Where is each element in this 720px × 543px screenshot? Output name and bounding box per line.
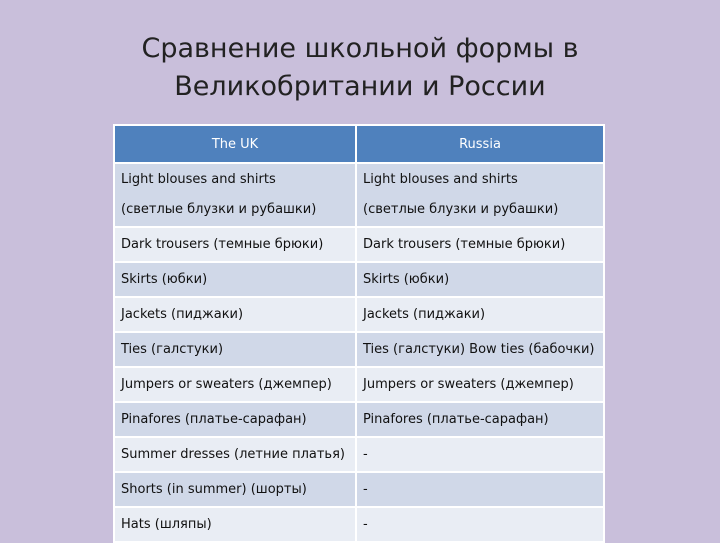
table-row bbox=[114, 332, 604, 367]
cell-text: Light blouses and shirts bbox=[363, 172, 518, 187]
cell-text: Jumpers or sweaters (джемпер) bbox=[121, 377, 332, 392]
table-row bbox=[114, 402, 604, 437]
cell-russia bbox=[356, 367, 604, 402]
cell-text: Shorts (in summer) (шорты) bbox=[121, 482, 307, 497]
cell-text: Ties (галстуки) Bow ties (бабочки) bbox=[363, 342, 595, 357]
slide-title-line-1: Сравнение школьной формы в bbox=[141, 33, 579, 64]
cell-uk bbox=[114, 437, 356, 472]
cell-uk bbox=[114, 262, 356, 297]
table-row bbox=[114, 163, 604, 227]
cell-text: Skirts (юбки) bbox=[363, 272, 450, 287]
table-row bbox=[114, 227, 604, 262]
cell-russia bbox=[356, 262, 604, 297]
cell-russia bbox=[356, 507, 604, 542]
table-row bbox=[114, 437, 604, 472]
cell-text: Dark trousers (темные брюки) bbox=[363, 237, 566, 252]
table-body bbox=[114, 163, 604, 542]
cell-uk bbox=[114, 163, 356, 227]
table-row bbox=[114, 367, 604, 402]
cell-text: (светлые блузки и рубашки) bbox=[121, 202, 317, 217]
cell-uk bbox=[114, 227, 356, 262]
cell-text: Dark trousers (темные брюки) bbox=[121, 237, 324, 252]
cell-russia bbox=[356, 163, 604, 227]
cell-russia bbox=[356, 472, 604, 507]
cell-russia bbox=[356, 402, 604, 437]
cell-text: Hats (шляпы) bbox=[121, 517, 212, 532]
table-row bbox=[114, 507, 604, 542]
cell-uk bbox=[114, 472, 356, 507]
table-row bbox=[114, 472, 604, 507]
table-row bbox=[114, 297, 604, 332]
slide-title bbox=[0, 30, 720, 106]
cell-russia bbox=[356, 297, 604, 332]
cell-text: Summer dresses (летние платья) bbox=[121, 447, 345, 462]
cell-text: (светлые блузки и рубашки) bbox=[363, 202, 559, 217]
table-row bbox=[114, 262, 604, 297]
cell-text: Jackets (пиджаки) bbox=[363, 307, 486, 322]
cell-text: Light blouses and shirts bbox=[121, 172, 276, 187]
cell-text: Jackets (пиджаки) bbox=[121, 307, 244, 322]
cell-uk bbox=[114, 367, 356, 402]
cell-text: Skirts (юбки) bbox=[121, 272, 208, 287]
cell-text: - bbox=[363, 482, 368, 497]
cell-text: Jumpers or sweaters (джемпер) bbox=[363, 377, 574, 392]
table-header-row bbox=[114, 125, 604, 163]
cell-text: Pinafores (платье-сарафан) bbox=[363, 412, 549, 427]
cell-russia bbox=[356, 227, 604, 262]
header-russia: Russia bbox=[356, 125, 604, 163]
cell-uk bbox=[114, 332, 356, 367]
header-uk: The UK bbox=[114, 125, 356, 163]
cell-russia bbox=[356, 332, 604, 367]
cell-russia bbox=[356, 437, 604, 472]
cell-text: - bbox=[363, 517, 368, 532]
comparison-table bbox=[113, 124, 605, 543]
cell-uk bbox=[114, 297, 356, 332]
slide-title-line-2: Великобритании и России bbox=[174, 71, 546, 102]
cell-text: - bbox=[363, 447, 368, 462]
cell-text: Ties (галстуки) bbox=[121, 342, 224, 357]
cell-uk bbox=[114, 507, 356, 542]
cell-text: Pinafores (платье-сарафан) bbox=[121, 412, 307, 427]
cell-uk bbox=[114, 402, 356, 437]
